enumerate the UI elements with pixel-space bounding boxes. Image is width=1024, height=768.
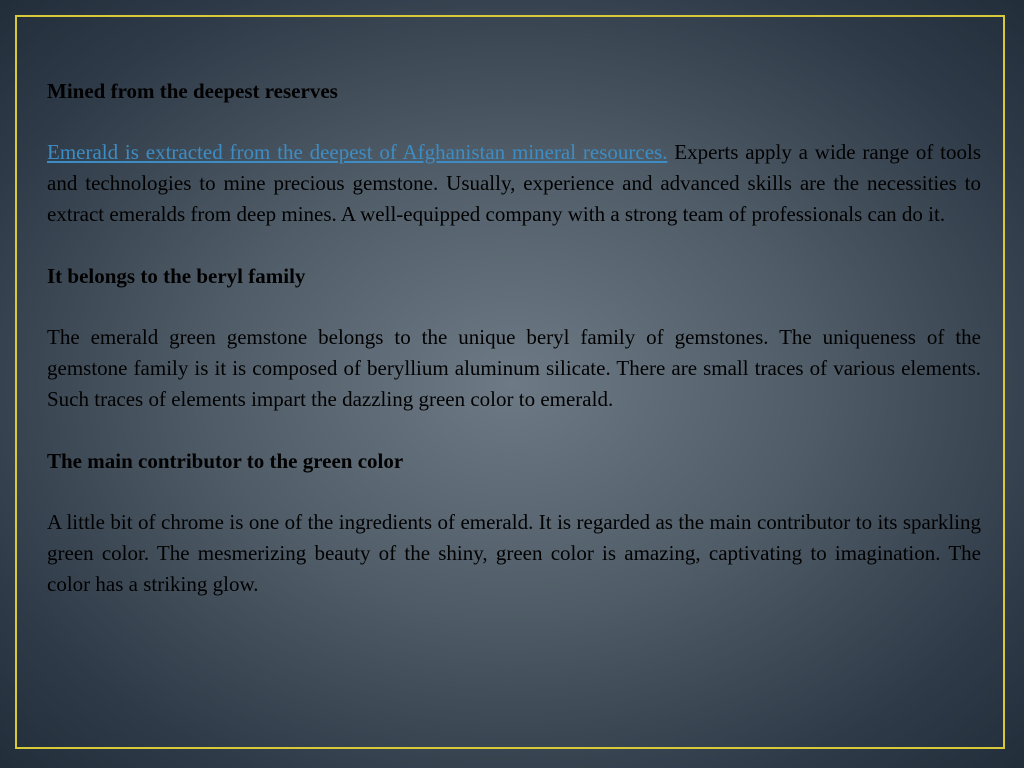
section-heading-beryl: It belongs to the beryl family — [47, 264, 306, 288]
section-heading-green-color: The main contributor to the green color — [47, 449, 404, 473]
section-paragraph-mined-text: Experts apply a wide range of tools and technologies to mine precious gemstone. Usually, experience and advanced skills are the necessities to extract emeralds from deep mines. A well-equipped company with a strong team of professionals can do it. — [47, 140, 981, 226]
section-heading-mined: Mined from the deepest reserves — [47, 79, 338, 103]
slide-content — [47, 76, 981, 600]
section-paragraph-green-color: A little bit of chrome is one of the ingredients of emerald. It is regarded as the main contributor to its sparkling green color. The mesmerizing beauty of the shiny, green color is amazing, captivating to imagination. The color has a striking glow. — [47, 510, 981, 596]
section-paragraph-mined — [47, 137, 981, 230]
afghanistan-resources-link[interactable]: Emerald is extracted from the deepest of Afghanistan mineral resources. — [47, 140, 668, 164]
section-paragraph-beryl: The emerald green gemstone belongs to the unique beryl family of gemstones. The uniqueness of the gemstone family is it is composed of beryllium aluminum silicate. There are small traces of various elements. Such traces of elements impart the dazzling green color to emerald. — [47, 325, 981, 411]
